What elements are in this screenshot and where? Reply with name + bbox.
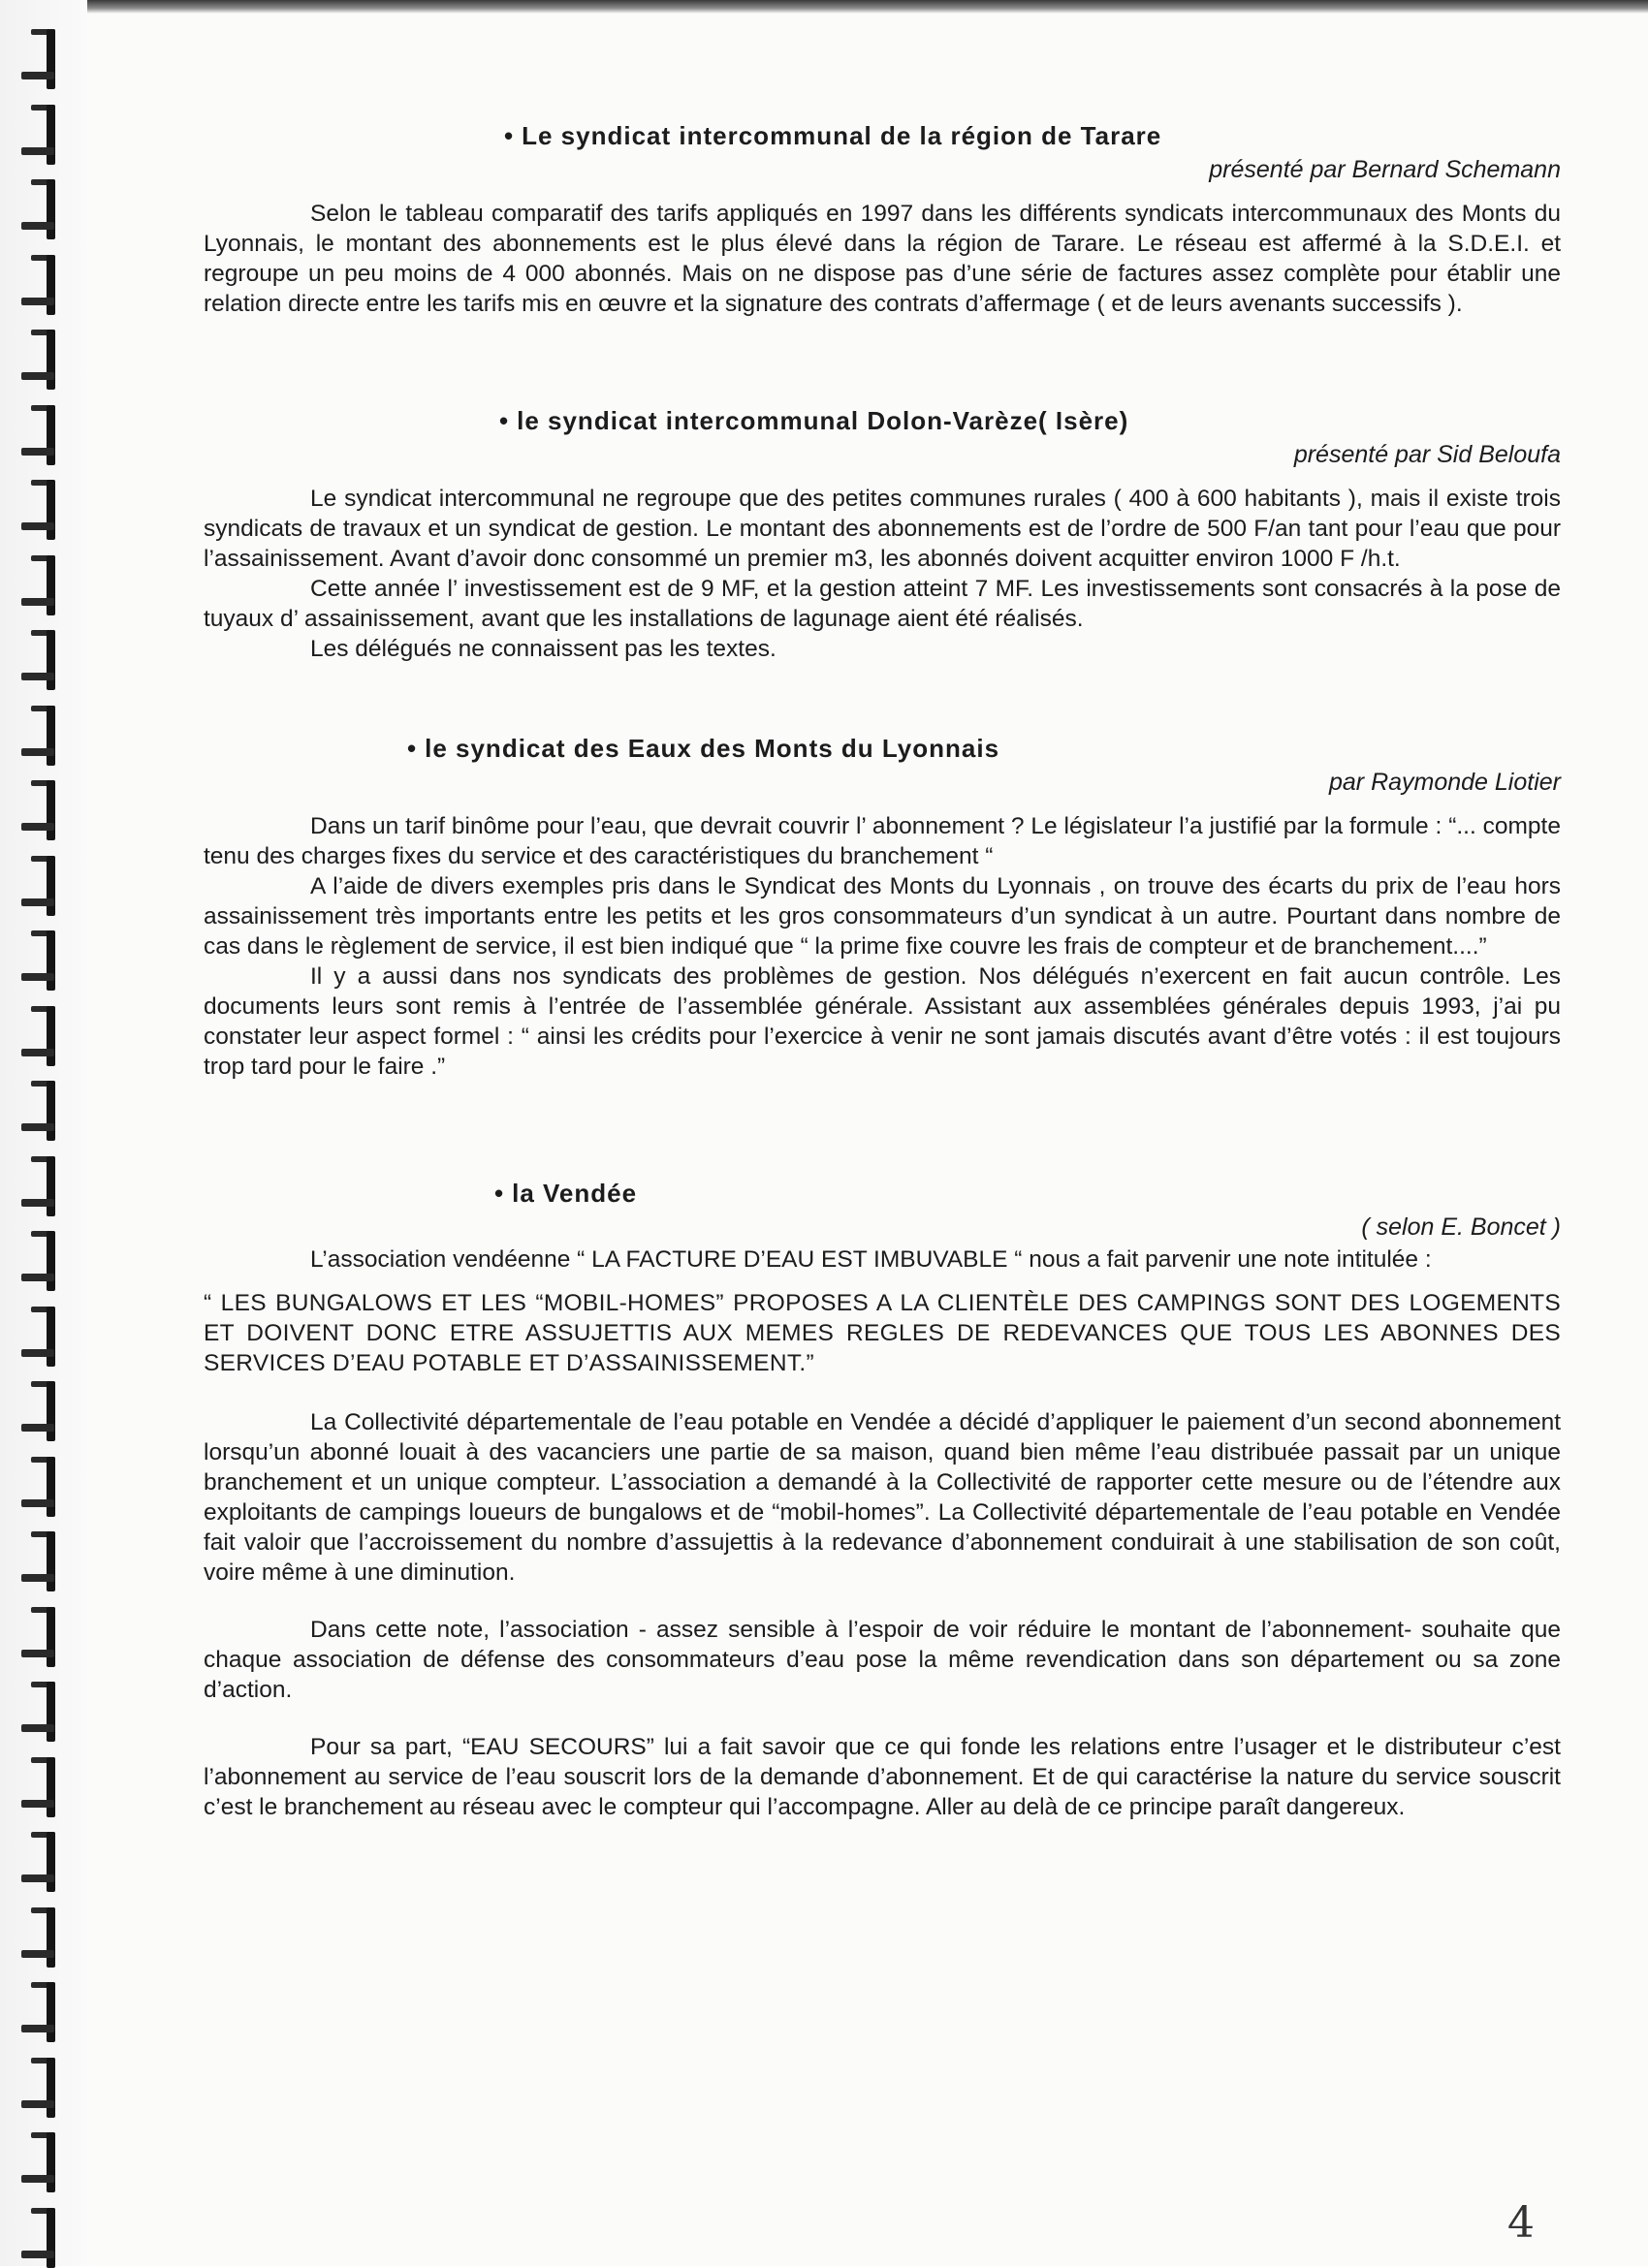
binding-ring: [21, 1531, 72, 1591]
paragraph: Selon le tableau comparatif des tarifs appliqués en 1997 dans les différents syndicats intercommunaux des Monts du Lyonnais, le montant des abonnements est le plus élevé dans la région de Tarare. Le réseau est affermé à la S.D.E.I. et regroupe un peu moins de 4 000 abonnés. Mais on ne dispose pas d’une série de factures assez complète pour établir une relation directe entre les tarifs mis en œuvre et la signature des contrats d’affermage ( et de leurs avenants successifs ).: [204, 201, 1561, 317]
binding-ring: [21, 1081, 72, 1141]
binding-ring: [21, 105, 72, 165]
binding-ring: [21, 1682, 72, 1742]
binding-ring: [21, 1832, 72, 1892]
binding-ring: [21, 1381, 72, 1441]
section-byline: par Raymonde Liotier: [1328, 769, 1561, 796]
binding-ring: [21, 480, 72, 540]
section-byline: ( selon E. Boncet ): [1361, 1213, 1561, 1241]
section-vendee: [204, 1179, 1561, 1209]
paragraph: Il y a aussi dans nos syndicats des problèmes de gestion. Nos délégués n’exercent en fait aucun contrôle. Les documents leurs sont remis à l’entrée de l’assemblée générale. Assistant aux assemblées générales depuis 1993, j’ai pu constater leur aspect formel : “ ainsi les crédits pour l’exercice à venir ne sont jamais discutés avant d’être votés : il est toujours trop tard pour le faire .”: [204, 963, 1561, 1080]
paragraph: Cette année l’ investissement est de 9 MF, et la gestion atteint 7 MF. Les investissements sont consacrés à la pose de tuyaux d’ assainissement, avant que les installations de lagunage aient été réalisés.: [204, 576, 1561, 632]
binding-ring: [21, 706, 72, 766]
paragraph: L’association vendéenne “ LA FACTURE D’EAU EST IMBUVABLE “ nous a fait parvenir une note intitulée :: [310, 1246, 1432, 1273]
section-heading: • la Vendée: [494, 1179, 638, 1208]
binding-ring: [21, 1757, 72, 1817]
binding-ring: [21, 29, 72, 89]
binding-ring: [21, 2208, 72, 2268]
binding-ring: [21, 405, 72, 465]
section-heading: • le syndicat intercommunal Dolon-Varèze( Isère): [499, 406, 1129, 435]
binding-ring: [21, 1156, 72, 1216]
paragraph: Dans un tarif binôme pour l’eau, que devrait couvrir l’ abonnement ? Le législateur l’a justifié par la formule : “... compte tenu des charges fixes du service et des caractéristiques du branchement “: [204, 813, 1561, 869]
paragraph: La Collectivité départementale de l’eau potable en Vendée a décidé d’appliquer le paiement d’un second abonnement lorsqu’un abonné louait à des vacanciers une partie de sa maison, quand bien même l’eau distribuée passait par un unique branchement et un unique compteur. L’association a demandé à la Collectivité de rapporter cette mesure ou de l’étendre aux exploitants de campings loueurs de bungalows et de “mobil-homes”. La Collectivité départementale de l’eau potable en Vendée fait valoir que l’accroissement du nombre d’assujettis à la redevance d’abonnement conduirait à une stabilisation de son coût, voire même à une diminution.: [204, 1409, 1561, 1586]
paragraph: Le syndicat intercommunal ne regroupe que des petites communes rurales ( 400 à 600 habitants ), mais il existe trois syndicats de travaux et un syndicat de gestion. Le montant des abonnements est de l’ordre de 500 F/an tant pour l’eau que pour l’assainissement. Avant d’avoir donc consommé un premier m3, les abonnés doivent acquitter environ 1000 F /h.t.: [204, 486, 1561, 572]
binding-ring: [21, 1457, 72, 1517]
binding-ring: [21, 780, 72, 840]
binding-ring: [21, 1006, 72, 1066]
spiral-binding: [0, 0, 87, 2266]
document-body: [204, 121, 1561, 1822]
binding-ring: [21, 630, 72, 690]
binding-ring: [21, 930, 72, 991]
binding-ring: [21, 1907, 72, 1968]
binding-ring: [21, 555, 72, 615]
quoted-note-title: “ LES BUNGALOWS ET LES “MOBIL-HOMES” PROPOSES A LA CLIENTÈLE DES CAMPINGS SONT DES LOGEMENTS ET DOIVENT DONC ETRE ASSUJETTIS AUX MEMES REGLES DE REDEVANCES QUE TOUS LES ABONNES DES SERVICES D’EAU POTABLE ET D’ASSAINISSEMENT.”: [204, 1290, 1561, 1376]
binding-ring: [21, 1231, 72, 1291]
binding-ring: [21, 330, 72, 390]
section-heading: • Le syndicat intercommunal de la région de Tarare: [504, 121, 1162, 150]
binding-ring: [21, 2132, 72, 2192]
page-top-edge: [0, 0, 1648, 14]
section-monts-du-lyonnais: [204, 734, 1561, 764]
paragraph: A l’aide de divers exemples pris dans le Syndicat des Monts du Lyonnais , on trouve des écarts du prix de l’eau hors assainissement très importants entre les petits et les gros consommateurs d’un syndicat à un autre. Pourtant dans nombre de cas dans le règlement de service, il est bien indiqué que “ la prime fixe couvre les frais de compteur et de branchement....”: [204, 873, 1561, 960]
binding-ring: [21, 1982, 72, 2042]
binding-ring: [21, 179, 72, 239]
binding-ring: [21, 255, 72, 315]
section-dolon-vareze: [204, 406, 1561, 436]
section-heading: • le syndicat des Eaux des Monts du Lyonnais: [407, 734, 1000, 763]
binding-ring: [21, 1307, 72, 1367]
paragraph: Pour sa part, “EAU SECOURS” lui a fait savoir que ce qui fonde les relations entre l’usager et le distributeur c’est l’abonnement au service de l’eau souscrit lors de la demande d’abonnement. Et de qui caractérise la nature du service souscrit c’est le branchement au réseau avec le compteur qui l’accompagne. Aller au delà de ce principe paraît dangereux.: [204, 1734, 1561, 1820]
section-byline: présenté par Bernard Schemann: [1209, 156, 1561, 183]
section-tarare: [204, 121, 1561, 151]
binding-ring: [21, 856, 72, 916]
page-number: 4: [1507, 2198, 1535, 2248]
binding-ring: [21, 1607, 72, 1667]
binding-ring: [21, 2058, 72, 2118]
paragraph: Dans cette note, l’association - assez sensible à l’espoir de voir réduire le montant de l’abonnement- souhaite que chaque association de défense des consommateurs d’eau pose la même revendication dans son département ou sa zone d’action.: [204, 1617, 1561, 1703]
paragraph: Les délégués ne connaissent pas les textes.: [310, 636, 776, 662]
section-byline: présenté par Sid Beloufa: [1293, 441, 1561, 468]
